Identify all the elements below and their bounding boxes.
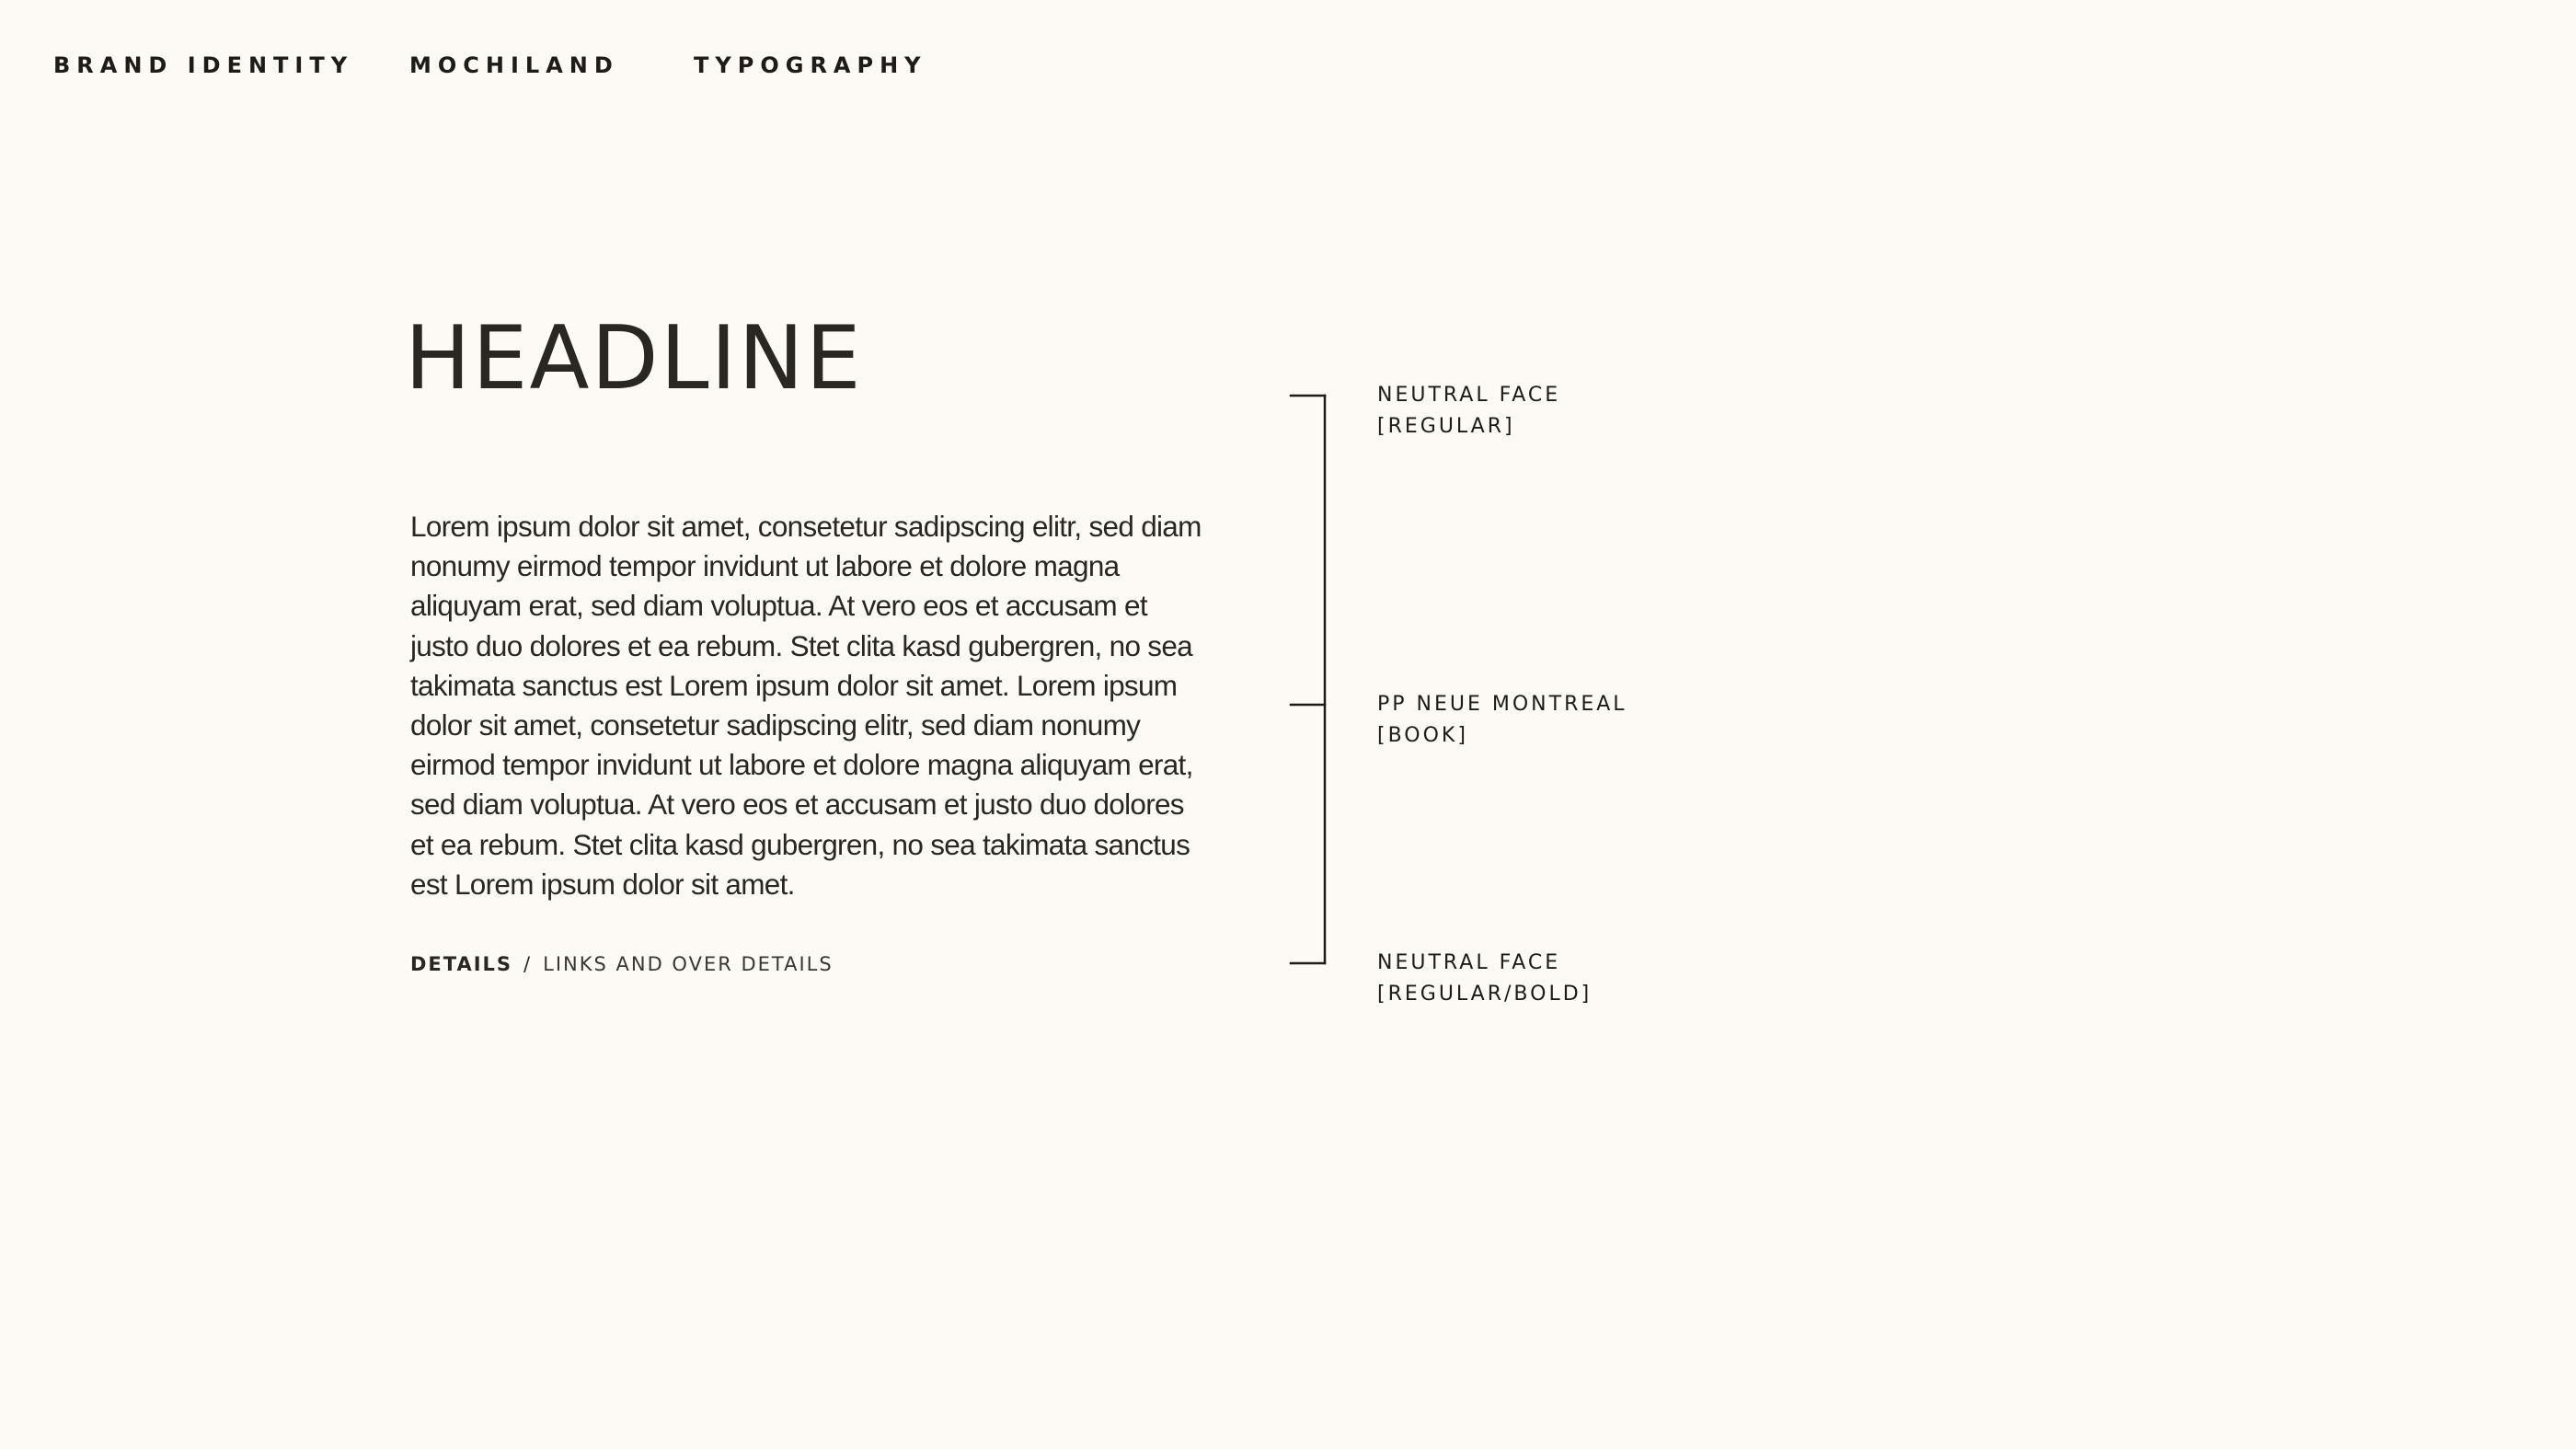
spec-font-name: PP NEUE MONTREAL	[1377, 693, 1627, 716]
details-label: DETAILS	[410, 953, 513, 975]
spec-font-weight: [BOOK]	[1377, 724, 1468, 747]
nav-item-brand-identity[interactable]: BRAND IDENTITY	[53, 52, 354, 78]
spec-font-name: NEUTRAL FACE	[1377, 951, 1561, 974]
body-text-sample: Lorem ipsum dolor sit amet, consetetur sadipscing elitr, sed diam nonumy eirmod tempor invidunt ut labore et dolore magna aliquyam erat, sed diam voluptua. At vero eos et accusam et justo duo dolores et ea rebum. Stet clita kasd gubergren, no sea takimata sanctus est Lorem ipsum dolor sit amet. Lorem ipsum dolor sit amet, consetetur sadipscing elitr, sed diam nonumy eirmod tempor invidunt ut labore et dolore magna aliquyam erat, sed diam voluptua. At vero eos et accusam et justo duo dolores et ea rebum. Stet clita kasd gubergren, no sea takimata sanctus est Lorem ipsum dolor sit amet.	[410, 510, 1202, 901]
spec-font-weight: [REGULAR]	[1377, 415, 1515, 438]
spec-font-weight: [REGULAR/BOLD]	[1377, 983, 1593, 1006]
spec-body-font	[1377, 689, 1627, 752]
headline-sample: HEADLINE	[405, 308, 863, 409]
spec-font-name: NEUTRAL FACE	[1377, 384, 1561, 407]
details-separator: /	[523, 953, 533, 975]
nav-item-mochiland[interactable]: MOCHILAND	[409, 52, 619, 78]
spec-details-font	[1377, 948, 1592, 1010]
spec-headline-font	[1377, 380, 1560, 443]
nav-item-typography[interactable]: TYPOGRAPHY	[694, 52, 927, 78]
details-link-text[interactable]: LINKS AND OVER DETAILS	[543, 953, 834, 975]
